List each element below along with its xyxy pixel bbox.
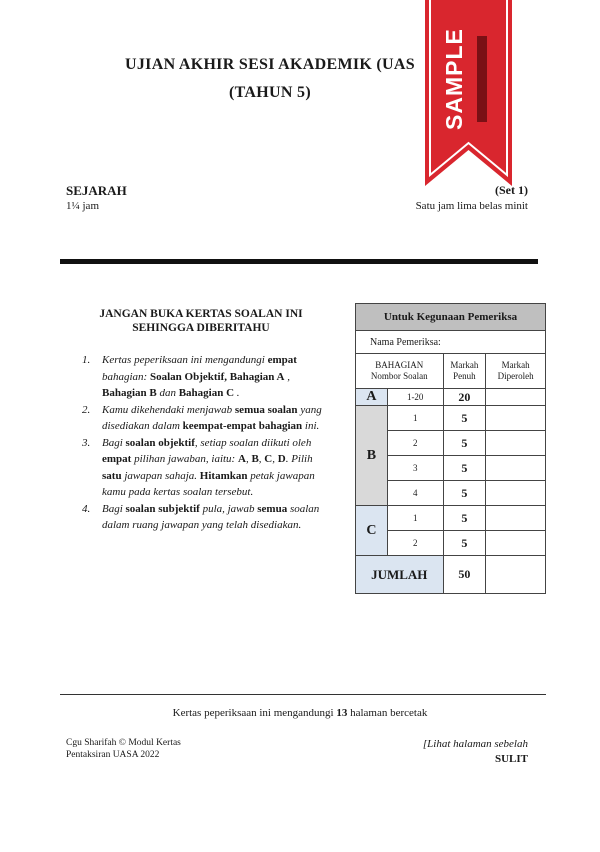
section-c-obtained-cell[interactable] <box>486 531 546 556</box>
instruction-fragment: Bagi <box>102 502 126 515</box>
instruction-emphasis: semua soalan <box>234 403 298 416</box>
table-row <box>356 406 546 431</box>
instruction-fragment: Bagi <box>102 436 126 449</box>
section-b-obtained-cell[interactable] <box>486 456 546 481</box>
section-a-question: 1-20 <box>387 389 443 406</box>
see-next-page: [Lihat halaman sebelah <box>422 738 528 750</box>
instruction-emphasis: Soalan Objektif, Bahagian A <box>149 370 285 383</box>
col-header-question-label: Nombor Soalan <box>370 371 428 381</box>
section-b-question: 1 <box>387 406 443 431</box>
instruction-emphasis: A <box>237 453 246 465</box>
instruction-fragment: pilihan jawaban, iaitu: <box>131 453 238 465</box>
col-header-obtained: Markah Diperoleh <box>486 354 546 389</box>
section-a-label: A <box>356 389 388 406</box>
footer-right <box>423 737 528 767</box>
table-row-total <box>356 556 546 594</box>
instruction-fragment: pula, jawab <box>199 502 258 515</box>
instruction-text <box>102 503 319 532</box>
instruction-fragment: dan <box>156 387 179 399</box>
section-b-label: B <box>356 406 388 506</box>
subject-name: SEJARAH <box>66 183 127 198</box>
examiner-table-title: Untuk Kegunaan Pemeriksa <box>356 304 546 331</box>
instruction-fragment: Kamu dikehendaki menjawab <box>102 403 235 416</box>
instruction-text <box>102 354 297 399</box>
section-b-obtained-cell[interactable] <box>486 481 546 506</box>
total-obtained-cell[interactable] <box>486 556 546 594</box>
instruction-item <box>82 435 330 501</box>
duration-words: Satu jam lima belas minit <box>415 200 528 212</box>
instruction-emphasis: C <box>264 453 273 465</box>
instruction-emphasis: D <box>277 453 286 465</box>
ribbon-shape <box>425 0 512 186</box>
section-c-question: 2 <box>387 531 443 556</box>
exam-title-line2: (TAHUN 5) <box>229 84 311 101</box>
section-b-full-marks: 5 <box>443 456 486 481</box>
table-row-section-a <box>356 389 546 406</box>
section-c-full-marks: 5 <box>443 531 486 556</box>
total-label: JUMLAH <box>356 556 444 594</box>
instruction-emphasis: Bahagian B <box>102 387 157 399</box>
section-c-full-marks: 5 <box>443 506 486 531</box>
credit-line2: Pentaksiran UASA 2022 <box>66 750 160 760</box>
instruction-number: 1. <box>82 354 91 366</box>
section-b-full-marks: 5 <box>443 406 486 431</box>
instruction-fragment: . Pilih <box>285 453 313 465</box>
instruction-emphasis: empat <box>267 354 297 366</box>
instruction-emphasis: keempat-empat bahagian <box>182 420 303 432</box>
total-full-marks: 50 <box>443 556 486 594</box>
section-b-obtained-cell[interactable] <box>486 406 546 431</box>
instruction-emphasis: B <box>251 453 259 465</box>
section-a-full-marks: 20 <box>443 389 486 406</box>
sample-ribbon-watermark <box>425 0 512 186</box>
ribbon-stripe <box>477 36 487 122</box>
footer-credit <box>66 737 181 761</box>
instruction-number: 4. <box>82 502 91 515</box>
classification-label: SULIT <box>494 753 528 765</box>
instructions-list <box>82 352 330 534</box>
instruction-emphasis: soalan objektif <box>125 436 195 449</box>
instruction-number: 2. <box>82 403 91 416</box>
examiner-name-field: Nama Pemeriksa: <box>356 331 546 354</box>
page-count-prefix: Kertas peperiksaan ini mengandungi <box>172 707 337 719</box>
instruction-item <box>82 352 330 402</box>
thick-divider <box>60 259 538 264</box>
page-count-number: 13 <box>336 707 348 719</box>
warning-line2: SEHINGGA DIBERITAHU <box>132 322 270 334</box>
col-header-full-marks: Markah Penuh <box>443 354 486 389</box>
instruction-text <box>102 437 315 499</box>
instruction-fragment: jawapan sahaja. <box>121 469 200 482</box>
instruction-fragment: yang disediakan dalam <box>102 403 322 432</box>
instruction-fragment: bahagian: <box>102 370 150 383</box>
section-c-question: 1 <box>387 506 443 531</box>
page-count-note <box>0 707 600 719</box>
instruction-item <box>82 501 330 534</box>
warning-notice <box>76 307 326 335</box>
section-a-obtained-cell[interactable] <box>486 389 546 406</box>
instruction-fragment: petak jawapan kamu pada kertas soalan tersebut. <box>102 469 315 498</box>
instruction-emphasis: empat <box>102 453 132 465</box>
section-b-full-marks: 5 <box>443 431 486 456</box>
warning-line1: JANGAN BUKA KERTAS SOALAN INI <box>99 308 303 320</box>
instruction-fragment: Kertas peperiksaan ini mengandungi <box>102 354 268 366</box>
instruction-text <box>102 404 322 433</box>
instruction-fragment: . <box>234 387 240 399</box>
instruction-emphasis: soalan subjektif <box>125 502 200 515</box>
section-b-question: 3 <box>387 456 443 481</box>
col-header-section-label: BAHAGIAN <box>375 360 424 370</box>
instruction-emphasis: Hitamkan <box>199 469 248 482</box>
instruction-item <box>82 402 330 435</box>
section-c-obtained-cell[interactable] <box>486 506 546 531</box>
section-b-question: 4 <box>387 481 443 506</box>
instruction-fragment: soalan dalam ruang jawapan yang telah disediakan. <box>102 502 320 531</box>
exam-title-line1: UJIAN AKHIR SESI AKADEMIK (UAS <box>125 56 415 73</box>
instruction-fragment: ini. <box>302 420 320 432</box>
set-label: (Set 1) <box>495 183 528 197</box>
col-header-section <box>356 354 444 389</box>
duration-short: 1¼ jam <box>66 200 99 212</box>
footer-divider <box>60 694 546 695</box>
instruction-emphasis: semua <box>257 502 288 515</box>
instruction-fragment: , <box>258 453 265 465</box>
credit-line1: Cgu Sharifah © Modul Kertas <box>66 738 181 748</box>
examiner-table <box>355 303 546 594</box>
section-c-label: C <box>356 506 388 556</box>
instruction-fragment: , setiap soalan diikuti oleh <box>194 436 312 449</box>
instruction-fragment: , <box>284 370 290 383</box>
section-b-question: 2 <box>387 431 443 456</box>
ribbon-text: SAMPLE <box>441 28 467 130</box>
instruction-fragment: , <box>245 453 252 465</box>
instruction-number: 3. <box>82 436 91 449</box>
instruction-emphasis: satu <box>102 469 122 482</box>
instruction-emphasis: Bahagian C <box>178 387 235 399</box>
section-b-full-marks: 5 <box>443 481 486 506</box>
table-row <box>356 506 546 531</box>
section-b-obtained-cell[interactable] <box>486 431 546 456</box>
instruction-fragment: , <box>272 453 278 465</box>
page-count-suffix: halaman bercetak <box>347 707 428 719</box>
